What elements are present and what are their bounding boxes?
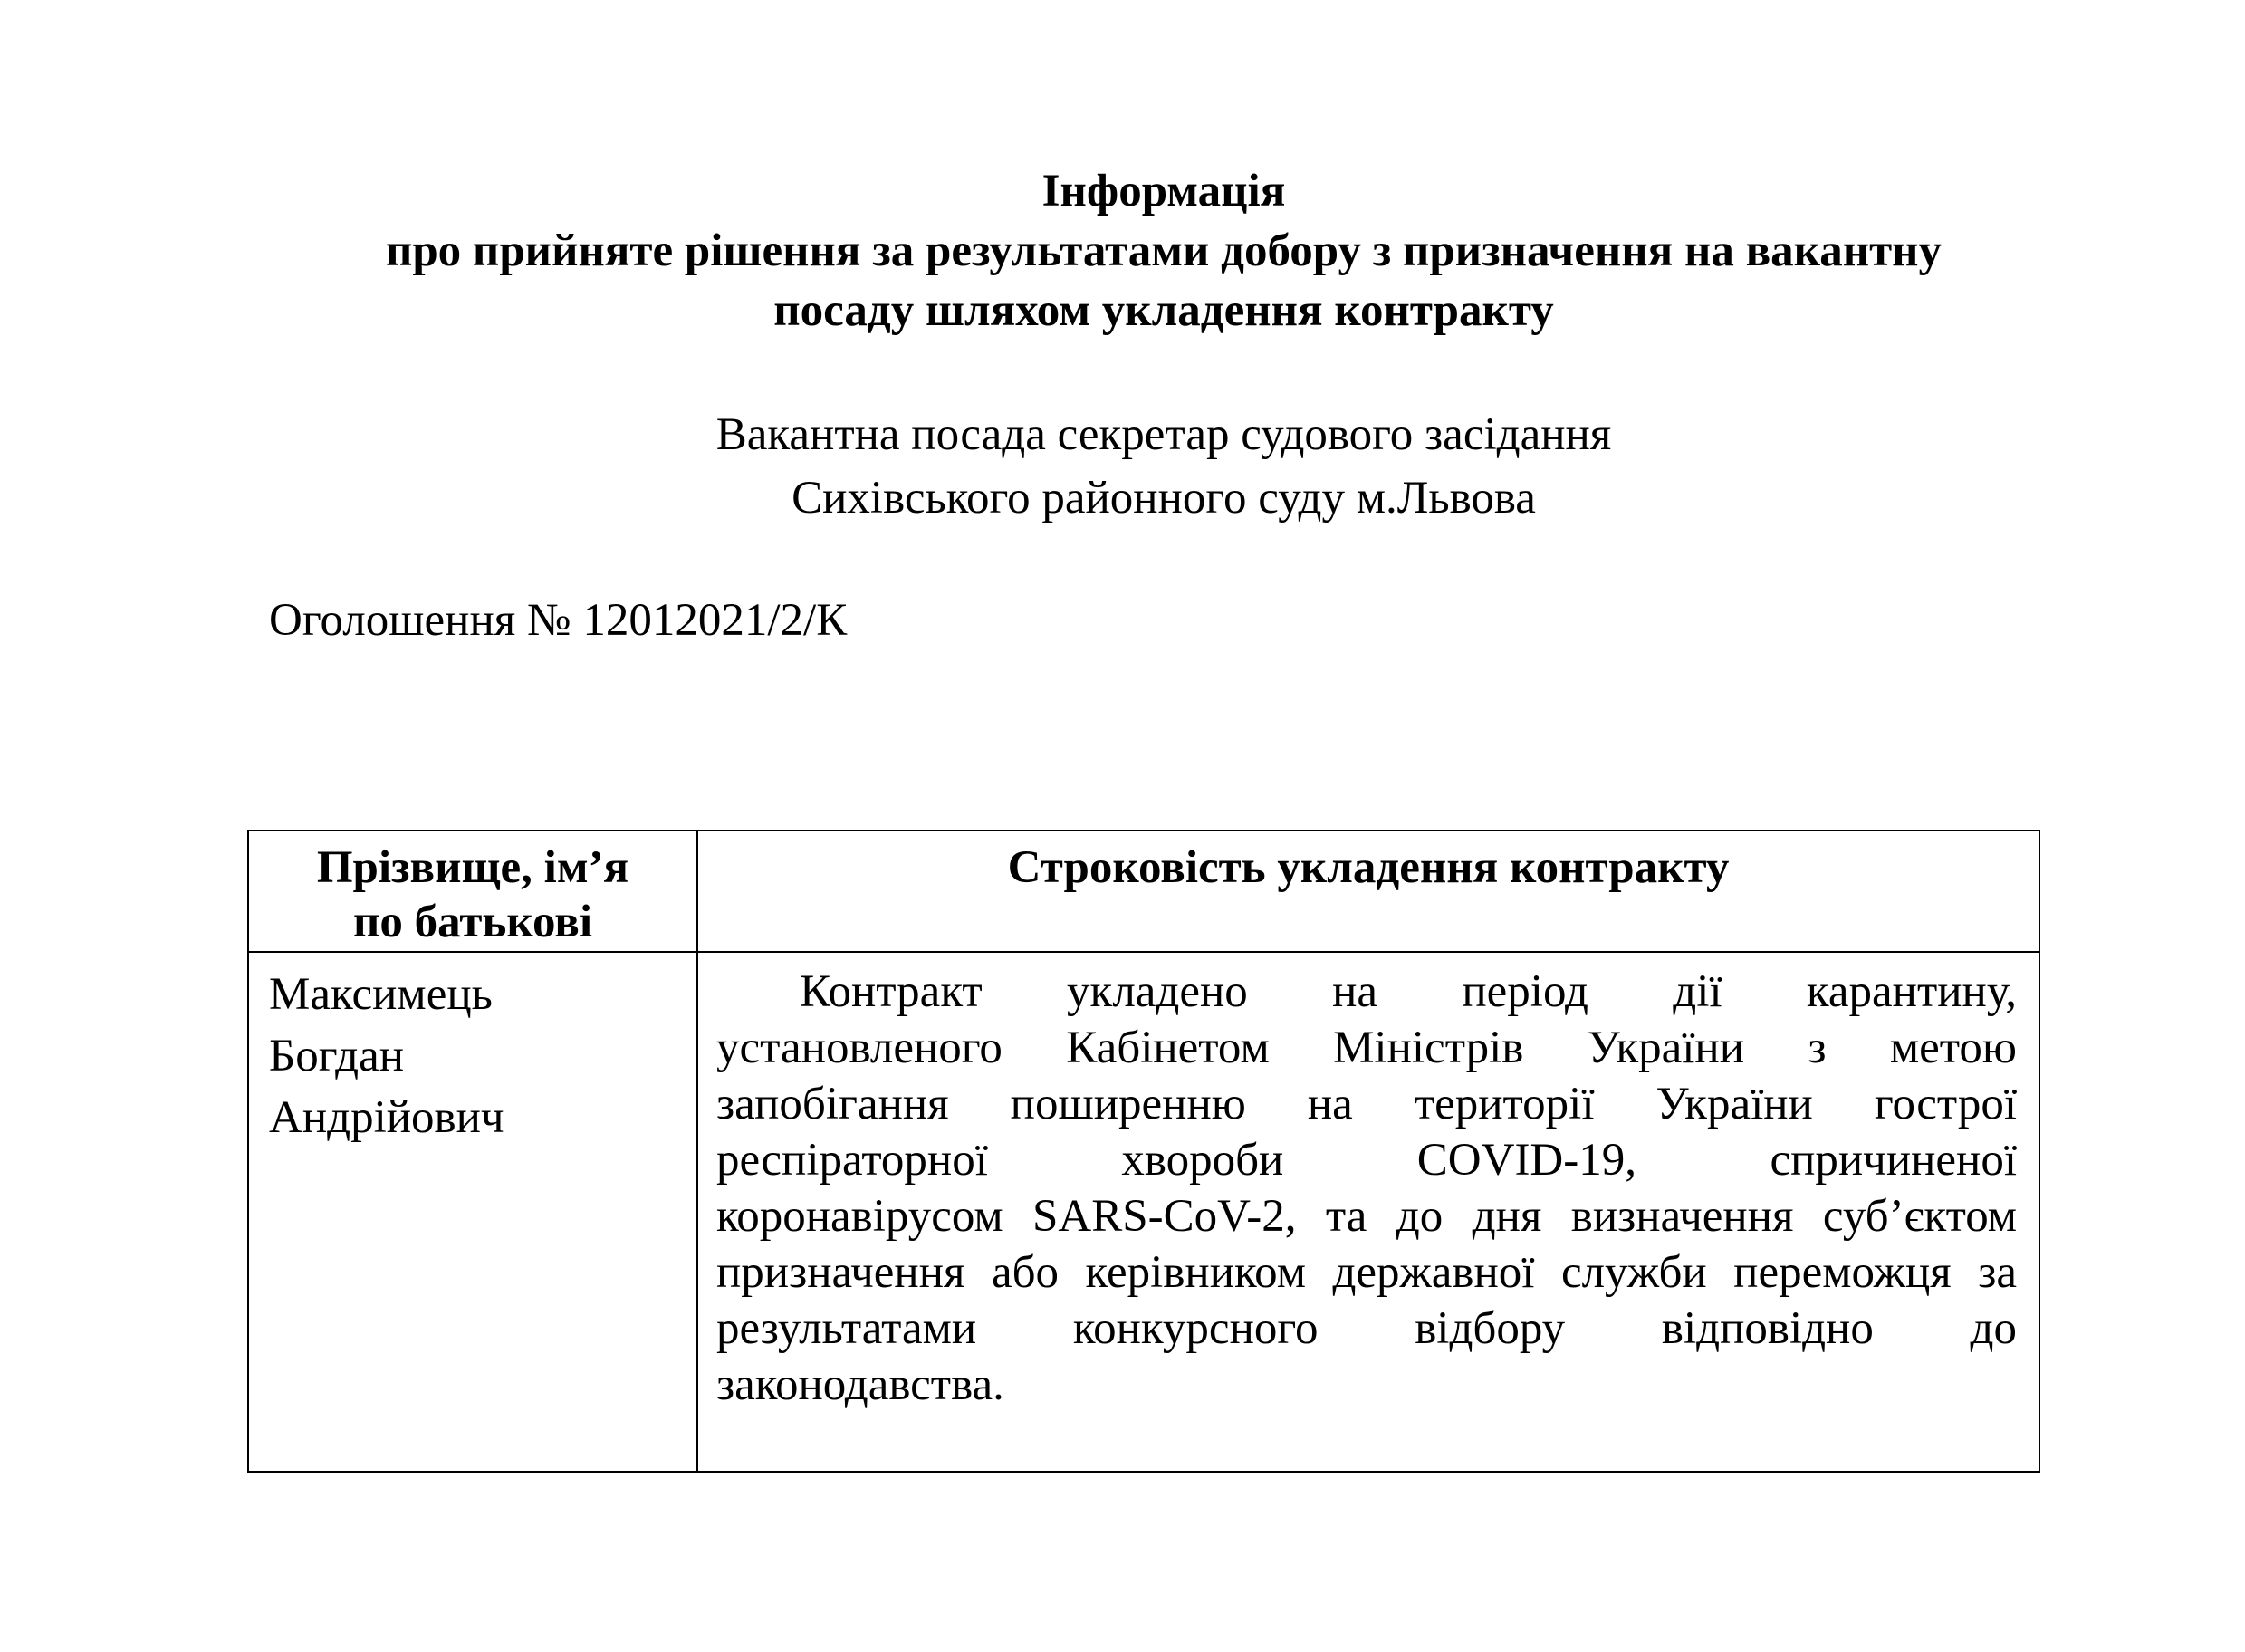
header-name-line-2: по батькові bbox=[353, 897, 592, 947]
contract-line-2: установленого Кабінетом Міністрів України з метою bbox=[716, 1023, 2017, 1073]
title-line-2: про прийняте рішення за результатами добору з призначення на вакантну bbox=[385, 226, 1943, 276]
vacancy-line-2: Сихівського районного суду м.Львова bbox=[792, 473, 1536, 523]
contract-line-7: результатами конкурсного відбору відповідно до bbox=[716, 1303, 2017, 1354]
contract-line-8: законодавства. bbox=[716, 1359, 1004, 1410]
header-name-cell bbox=[248, 831, 697, 952]
contract-line-4: респіраторної хвороби COVID-19, спричиненої bbox=[716, 1135, 2017, 1186]
contract-line-3: запобігання поширенню на території України гострої bbox=[716, 1079, 2017, 1129]
title-line-1: Інформація bbox=[1041, 166, 1286, 216]
contract-term-cell bbox=[697, 952, 2039, 1472]
contract-term-text bbox=[698, 953, 2039, 1413]
announcement-number: Оголошення № 12012021/2/К bbox=[269, 595, 848, 646]
contract-line-6: призначення або керівником державної служби переможця за bbox=[716, 1247, 2017, 1298]
results-table bbox=[247, 830, 2040, 1473]
name-cell bbox=[248, 952, 697, 1472]
vacancy-line-1: Вакантна посада секретар судового засідання bbox=[715, 409, 1612, 460]
contract-line-1: Контракт укладено на період дії карантину, bbox=[800, 966, 2017, 1017]
patronymic: Андрійович bbox=[269, 1092, 504, 1143]
first-name: Богдан bbox=[269, 1031, 405, 1081]
title-line-3: посаду шляхом укладення контракту bbox=[773, 285, 1554, 336]
vacancy-description bbox=[480, 403, 1847, 530]
table-row bbox=[248, 952, 2039, 1472]
header-term-label: Строковість укладення контракту bbox=[1007, 842, 1730, 893]
document-title bbox=[245, 161, 2083, 341]
contract-line-5: коронавірусом SARS-CoV-2, та до дня визначення суб’єктом bbox=[716, 1191, 2017, 1242]
header-name-line-1: Прізвище, ім’я bbox=[316, 842, 629, 893]
surname: Максимець bbox=[269, 969, 493, 1020]
header-term-cell bbox=[697, 831, 2039, 952]
table-header-row bbox=[248, 831, 2039, 952]
